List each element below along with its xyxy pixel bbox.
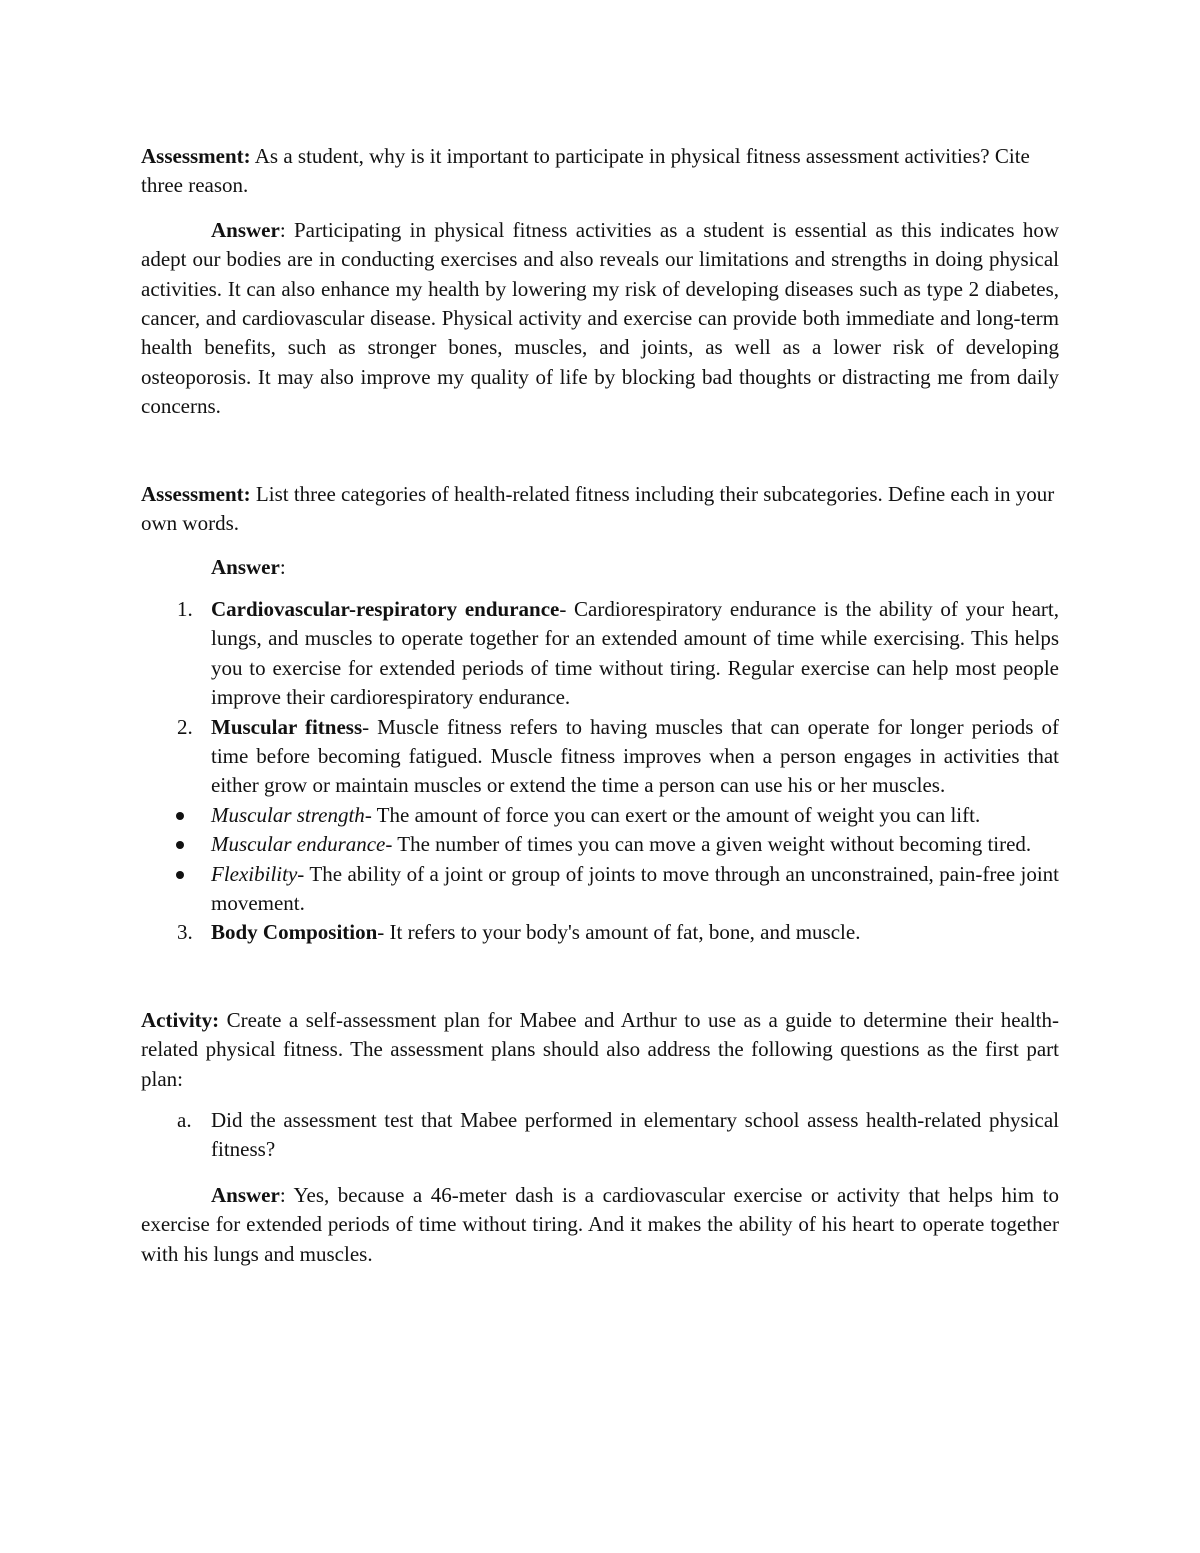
answer-1-label: Answer [211, 217, 280, 242]
category-definition: - Cardiorespiratory endurance is the ability of your heart, lungs, and muscles to operate together for an extended amount of time while exercising. This helps you to exercise for extended periods of time without tiring. Regular exercise can help most people improve their cardiorespiratory endurance. [211, 596, 1059, 710]
bullet-icon [176, 812, 184, 820]
assessment-2-question [141, 480, 1059, 539]
list-item [141, 830, 1059, 859]
answer-2-heading [141, 553, 1059, 582]
activity-questions-list [141, 1106, 1059, 1165]
document-body [141, 142, 1059, 1269]
answer-1-text: : Participating in physical fitness activities as a student is essential as this indicates how adept our bodies are in conducting exercises and also reveals our limitations and strengths in doing physical activities. It can also enhance my health by lowering my risk of developing diseases such as type 2 diabetes, cancer, and cardiovascular disease. Physical activity and exercise can provide both immediate and long-term health benefits, such as stronger bones, muscles, and joints, as well as a lower risk of developing osteoporosis. It may also improve my quality of life by blocking bad thoughts or distracting me from daily concerns. [141, 217, 1059, 419]
answer-2-colon: : [279, 555, 286, 580]
assessment-1-question-text: As a student, why is it important to participate in physical fitness assessment activities? Cite three reason. [141, 144, 1030, 198]
bullet-icon [176, 841, 184, 849]
assessment-section-2 [141, 480, 1059, 948]
list-item [141, 595, 1059, 713]
subcategory-definition: - The amount of force you can exert or the amount of weight you can lift. [364, 802, 981, 827]
subcategory-definition: - The number of times you can move a given weight without becoming tired. [385, 832, 1032, 857]
category-term: Cardiovascular-respiratory endurance [211, 596, 560, 621]
activity-text: Create a self-assessment plan for Mabee and Arthur to use as a guide to determine their health-related physical fitness. The assessment plans should also address the following questions as the first part plan: [141, 1007, 1059, 1091]
assessment-section-1 [141, 142, 1059, 422]
subcategory-term: Flexibility [211, 861, 298, 886]
list-item [141, 713, 1059, 801]
question-a-text: Did the assessment test that Mabee performed in elementary school assess health-related physical fitness? [211, 1107, 1059, 1162]
answer-3-text: : Yes, because a 46-meter dash is a cardiovascular exercise or activity that helps him to exercise for extended periods of time without tiring. And it makes the ability of his heart to operate together with his lungs and muscles. [141, 1182, 1059, 1266]
answer-3-label: Answer [211, 1182, 280, 1207]
list-item [141, 1106, 1059, 1165]
list-letter: a. [177, 1107, 192, 1132]
category-definition: - It refers to your body's amount of fat, bone, and muscle. [377, 920, 861, 945]
list-item [141, 918, 1059, 947]
subcategory-definition: - The ability of a joint or group of joints to move through an unconstrained, pain-free joint movement. [211, 861, 1059, 915]
assessment-2-question-text: List three categories of health-related fitness including their subcategories. Define each in your own words. [141, 481, 1055, 536]
category-term: Muscular fitness [211, 714, 363, 739]
fitness-categories-list [141, 595, 1059, 948]
category-term: Body Composition [211, 920, 378, 945]
activity-answer [141, 1181, 1059, 1269]
subcategory-term: Muscular endurance [211, 832, 386, 857]
list-number: 2. [177, 714, 193, 739]
assessment-2-label: Assessment: [141, 481, 251, 506]
list-number: 1. [177, 596, 193, 621]
assessment-1-question [141, 142, 1059, 201]
bullet-icon [176, 871, 184, 879]
activity-prompt [141, 1006, 1059, 1094]
activity-section [141, 1006, 1059, 1269]
list-item [141, 860, 1059, 919]
answer-2-label: Answer [211, 555, 280, 580]
assessment-1-label: Assessment: [141, 144, 251, 168]
list-item [141, 801, 1059, 830]
activity-label: Activity: [141, 1007, 220, 1032]
list-number: 3. [177, 920, 193, 945]
assessment-1-answer [141, 216, 1059, 422]
category-definition: - Muscle fitness refers to having muscles that can operate for longer periods of time before becoming fatigued. Muscle fitness improves when a person engages in activities that either grow or maintain muscles or extend the time a person can use his or her muscles. [211, 714, 1059, 798]
subcategory-term: Muscular strength [211, 802, 365, 827]
